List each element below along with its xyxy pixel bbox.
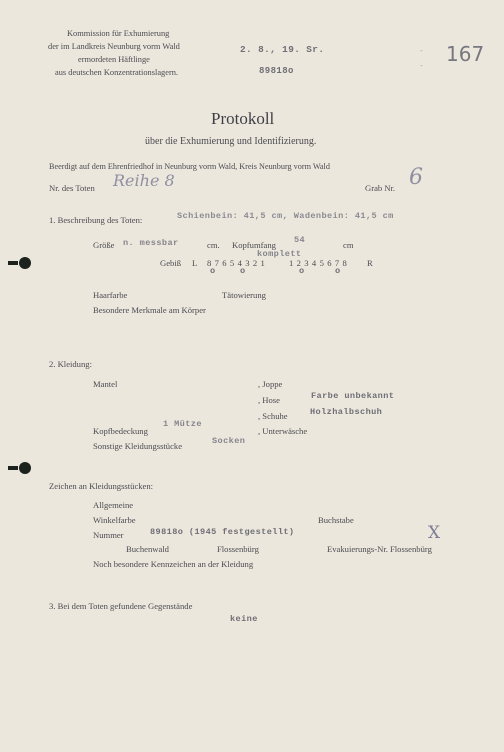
section-2-heading: 2. Kleidung: [49, 359, 92, 369]
typed-prisoner-number: 89818o [259, 66, 294, 76]
section-3-heading: 3. Bei dem Toten gefundene Gegenstände [49, 601, 193, 611]
head-circumference-label: Kopfumfang [232, 240, 276, 250]
head-circumference-unit: cm [343, 240, 354, 250]
bone-description: Schienbein: 41,5 cm, Wadenbein: 41,5 cm [177, 211, 394, 221]
number-label: Nummer [93, 530, 124, 540]
angle-color-label: Winkelfarbe [93, 515, 136, 525]
grave-number-label: Grab Nr. [365, 183, 396, 193]
headwear-value: 1 Mütze [163, 419, 202, 429]
clothing-signs-heading: Zeichen an Kleidungsstücken: [49, 481, 154, 491]
typed-date: 2. 8., 19. Sr. [240, 44, 325, 55]
camp-flossenbuerg: Flossenbürg [217, 544, 259, 554]
camp-buchenwald: Buchenwald [126, 544, 169, 554]
commission-line-2: der im Landkreis Neunburg vorm Wald [48, 42, 180, 51]
dead-number-label: Nr. des Toten [49, 183, 95, 193]
teeth-right-label: R [367, 258, 373, 268]
other-clothing-label: Sonstige Kleidungsstücke [93, 441, 183, 451]
punch-hole-bottom [19, 462, 31, 474]
teeth-left-numbers: 8 7 6 5 4 3 2 1 [207, 258, 266, 268]
teeth-right-numbers: 1 2 3 4 5 6 7 8 [289, 258, 348, 268]
jacket-label: , Joppe [258, 379, 283, 389]
punch-hole-top-tab [8, 261, 18, 265]
teeth-mark-4: o [335, 266, 341, 276]
underwear-label: , Unterwäsche [258, 426, 308, 436]
section-1-heading: 1. Beschreibung des Toten: [49, 215, 143, 225]
punch-hole-top [19, 257, 31, 269]
punch-hole-bottom-tab [8, 466, 18, 470]
shoes-value: Holzhalbschuh [310, 407, 383, 417]
size-label: Größe [93, 240, 115, 250]
coat-label: Mantel [93, 379, 118, 389]
page-title: Protokoll [211, 109, 275, 128]
stamp-dash-2: - [420, 60, 423, 70]
page-subtitle: über die Exhumierung und Identifizierung. [145, 136, 317, 147]
size-unit: cm. [207, 240, 220, 250]
grave-number-value: 6 [409, 165, 423, 190]
burial-line: Beerdigt auf dem Ehrenfriedhof in Neunburg vorm Wald, Kreis Neunburg vorm Wald [49, 162, 330, 171]
body-marks-label: Besondere Merkmale am Körper [93, 305, 206, 315]
check-mark: X [428, 523, 441, 543]
hair-color-label: Haarfarbe [93, 290, 128, 300]
general-label: Allgemeine [93, 500, 134, 510]
page-number-stamp: 167 [446, 42, 485, 66]
tattoo-label: Tätowierung [222, 290, 266, 300]
head-circumference-value: 54 [294, 235, 306, 245]
teeth-label: Gebiß [160, 258, 182, 268]
teeth-note: komplett [257, 249, 302, 259]
prisoner-number-value: 89818o (1945 festgestellt) [150, 527, 295, 537]
other-clothing-value: Socken [212, 436, 246, 446]
special-marks-label: Noch besondere Kennzeichen an der Kleidung [93, 559, 254, 569]
dead-number-value: Reihe 8 [113, 171, 175, 190]
teeth-mark-1: o [210, 266, 216, 276]
trousers-value: Farbe unbekannt [311, 391, 395, 401]
commission-line-4: aus deutschen Konzentrationslagern. [55, 68, 179, 77]
size-value: n. messbar [123, 238, 179, 248]
commission-line-1: Kommission für Exhumierung [67, 29, 170, 38]
shoes-label: , Schuhe [258, 411, 288, 421]
evacuation-number-label: Evakuierungs-Nr. Flossenbürg [327, 544, 432, 554]
found-items-value: keine [230, 614, 258, 624]
commission-line-3: ermordeten Häftlinge [78, 55, 150, 64]
stamp-dash-1: - [420, 45, 423, 55]
teeth-mark-2: o [240, 266, 246, 276]
teeth-left-label: L [192, 258, 198, 268]
teeth-mark-3: o [299, 266, 305, 276]
headwear-label: Kopfbedeckung [93, 426, 148, 436]
letter-label: Buchstabe [318, 515, 354, 525]
trousers-label: , Hose [258, 395, 280, 405]
